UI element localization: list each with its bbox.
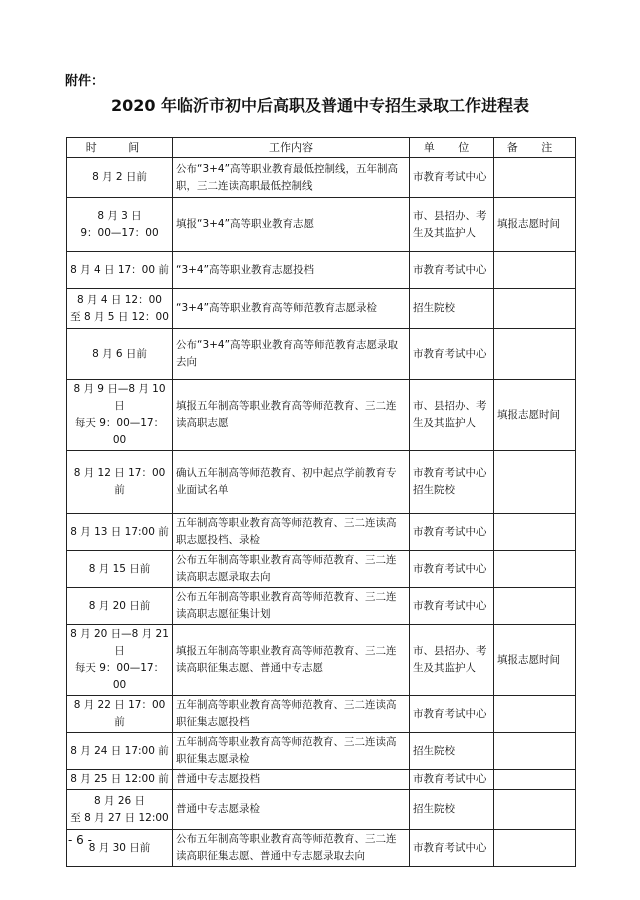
cell-content: 五年制高等职业教育高等师范教育、三二连读高职征集志愿投档	[173, 696, 410, 733]
cell-time: 8 月 3 日 9：00—17：00	[67, 198, 173, 252]
cell-content: 填报五年制高等职业教育高等师范教育、三二连读高职志愿	[173, 380, 410, 451]
attachment-label: 附件：	[65, 74, 105, 89]
cell-content: 公布五年制高等职业教育高等师范教育、三二连读高职征集志愿、普通中专志愿录取去向	[173, 830, 410, 867]
cell-content: 普通中专志愿投档	[173, 770, 410, 790]
table-row	[67, 696, 576, 733]
document-title: 2020 年临沂市初中后高职及普通中专招生录取工作进程表	[110, 96, 530, 115]
cell-time: 8 月 13 日 17:00 前	[67, 514, 173, 551]
cell-unit: 市、县招办、考生及其监护人	[410, 380, 494, 451]
cell-time: 8 月 6 日前	[67, 329, 173, 380]
cell-unit: 市教育考试中心	[410, 770, 494, 790]
cell-note	[494, 514, 576, 551]
cell-time: 8 月 24 日 17:00 前	[67, 733, 173, 770]
table-row	[67, 770, 576, 790]
cell-note	[494, 830, 576, 867]
page-number: - 6 -	[68, 833, 92, 847]
cell-content: 公布五年制高等职业教育高等师范教育、三二连读高职志愿征集计划	[173, 588, 410, 625]
cell-note	[494, 289, 576, 329]
cell-time: 8 月 26 日 至 8 月 27 日 12:00	[67, 790, 173, 830]
table-row	[67, 733, 576, 770]
cell-time: 8 月 4 日 12：00 至 8 月 5 日 12：00	[67, 289, 173, 329]
cell-unit: 招生院校	[410, 733, 494, 770]
cell-time: 8 月 4 日 17：00 前	[67, 252, 173, 289]
table-row	[67, 198, 576, 252]
cell-content: “3+4”高等职业教育志愿投档	[173, 252, 410, 289]
cell-note	[494, 252, 576, 289]
cell-note	[494, 551, 576, 588]
column-header-unit: 单 位	[410, 138, 494, 158]
table-row	[67, 252, 576, 289]
table-row	[67, 830, 576, 867]
cell-note	[494, 770, 576, 790]
table-row	[67, 625, 576, 696]
cell-note	[494, 158, 576, 198]
cell-time: 8 月 12 日 17：00 前	[67, 451, 173, 514]
cell-note	[494, 733, 576, 770]
cell-content: 五年制高等职业教育高等师范教育、三二连读高职征集志愿录检	[173, 733, 410, 770]
cell-unit: 市教育考试中心	[410, 329, 494, 380]
cell-note	[494, 451, 576, 514]
schedule-table	[66, 137, 576, 867]
table-row	[67, 588, 576, 625]
cell-content: 填报五年制高等职业教育高等师范教育、三二连读高职征集志愿、普通中专志愿	[173, 625, 410, 696]
cell-unit: 招生院校	[410, 790, 494, 830]
cell-unit: 市教育考试中心	[410, 830, 494, 867]
cell-content: 公布五年制高等职业教育高等师范教育、三二连读高职志愿录取去向	[173, 551, 410, 588]
column-header-content: 工作内容	[173, 138, 410, 158]
cell-time: 8 月 2 日前	[67, 158, 173, 198]
table-row	[67, 158, 576, 198]
cell-note	[494, 588, 576, 625]
table-row	[67, 289, 576, 329]
cell-note	[494, 329, 576, 380]
cell-unit: 市教育考试中心 招生院校	[410, 451, 494, 514]
cell-note: 填报志愿时间	[494, 380, 576, 451]
cell-unit: 市教育考试中心	[410, 158, 494, 198]
table-row	[67, 329, 576, 380]
table-row	[67, 551, 576, 588]
cell-time: 8 月 9 日—8 月 10 日 每天 9：00—17：00	[67, 380, 173, 451]
cell-time: 8 月 20 日前	[67, 588, 173, 625]
cell-note	[494, 790, 576, 830]
column-header-time: 时 间	[67, 138, 173, 158]
cell-unit: 市教育考试中心	[410, 696, 494, 733]
cell-content: 填报“3+4”高等职业教育志愿	[173, 198, 410, 252]
cell-time: 8 月 20 日—8 月 21 日 每天 9：00—17：00	[67, 625, 173, 696]
cell-content: 五年制高等职业教育高等师范教育、三二连读高职志愿投档、录检	[173, 514, 410, 551]
cell-unit: 市教育考试中心	[410, 551, 494, 588]
cell-content: “3+4”高等职业教育高等师范教育志愿录检	[173, 289, 410, 329]
table-row	[67, 451, 576, 514]
table-row	[67, 790, 576, 830]
cell-note: 填报志愿时间	[494, 198, 576, 252]
cell-unit: 市教育考试中心	[410, 588, 494, 625]
column-header-note: 备 注	[494, 138, 576, 158]
cell-unit: 市教育考试中心	[410, 252, 494, 289]
table-row	[67, 380, 576, 451]
cell-time: 8 月 30 日前	[67, 830, 173, 867]
cell-unit: 市、县招办、考生及其监护人	[410, 198, 494, 252]
cell-unit: 市教育考试中心	[410, 514, 494, 551]
cell-content: 公布“3+4”高等职业教育高等师范教育志愿录取去向	[173, 329, 410, 380]
cell-note: 填报志愿时间	[494, 625, 576, 696]
cell-time: 8 月 25 日 12:00 前	[67, 770, 173, 790]
cell-content: 普通中专志愿录检	[173, 790, 410, 830]
table-row	[67, 514, 576, 551]
cell-time: 8 月 22 日 17：00 前	[67, 696, 173, 733]
cell-unit: 招生院校	[410, 289, 494, 329]
table-header-row	[67, 138, 576, 158]
cell-content: 确认五年制高等师范教育、初中起点学前教育专业面试名单	[173, 451, 410, 514]
cell-content: 公布“3+4”高等职业教育最低控制线，五年制高职，三二连读高职最低控制线	[173, 158, 410, 198]
cell-time: 8 月 15 日前	[67, 551, 173, 588]
cell-unit: 市、县招办、考生及其监护人	[410, 625, 494, 696]
cell-note	[494, 696, 576, 733]
